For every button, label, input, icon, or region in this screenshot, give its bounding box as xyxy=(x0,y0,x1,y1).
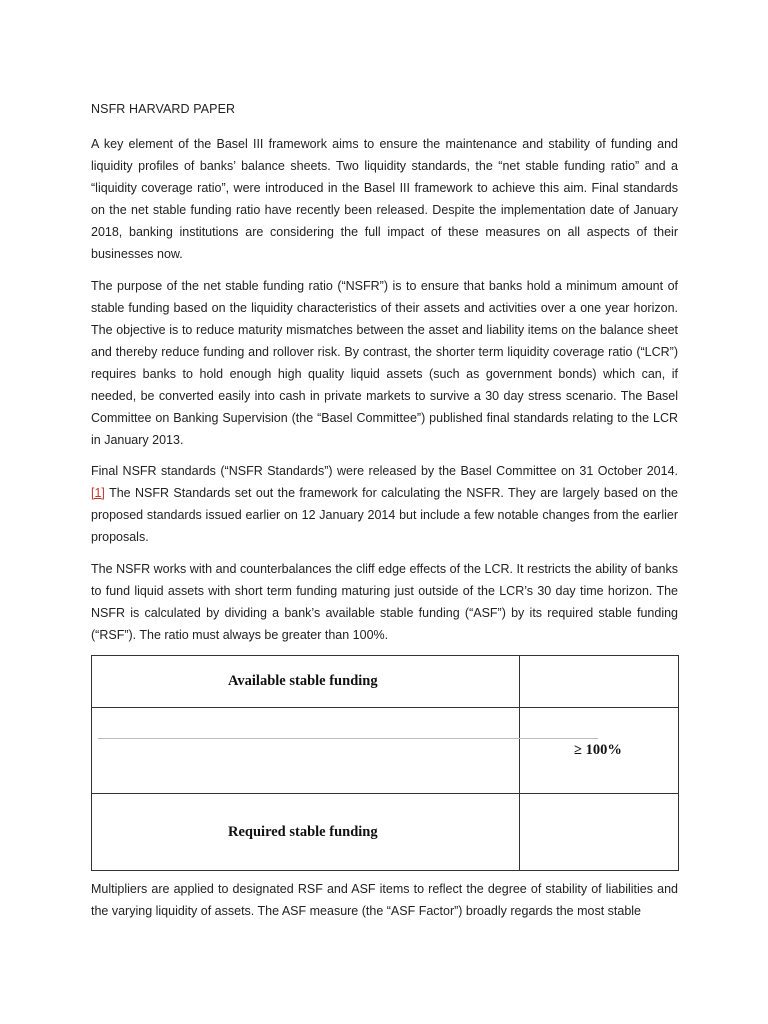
fraction-line xyxy=(98,738,598,739)
paragraph-nsfr-purpose: The purpose of the net stable funding ratio (“NSFR”) is to ensure that banks hold a minimum amount of stable funding based on the liquidity characteristics of their assets and activities over a one year horizon. The objective is to reduce maturity mismatches between the asset and liability items on the balance sheet and thereby reduce funding and rollover risk. By contrast, the shorter term liquidity coverage ratio (“LCR”) requires banks to hold enough high quality liquid assets (such as government bonds) which can, if needed, be converted easily into cash in private markets to survive a 30 day stress scenario. The Basel Committee on Banking Supervision (the “Basel Committee”) published final standards relating to the LCR in January 2013. xyxy=(91,279,678,447)
table-column-divider xyxy=(519,656,520,870)
table-divider xyxy=(92,793,678,794)
formula-denominator: Required stable funding xyxy=(228,824,378,840)
formula-ratio: ≥ 100% xyxy=(574,742,622,758)
formula-numerator: Available stable funding xyxy=(228,673,378,689)
paragraph-nsfr-calculation: The NSFR works with and counterbalances the cliff edge effects of the LCR. It restricts the ability of banks to fund liquid assets with short term funding maturing just outside of the LCR’s 30 day time horizon. The NSFR is calculated by dividing a bank’s available stable funding (“ASF”) by its required stable funding (“RSF”). The ratio must always be greater than 100%. xyxy=(91,562,678,642)
document-title: NSFR HARVARD PAPER xyxy=(91,102,236,116)
paragraph-nsfr-standards xyxy=(91,460,678,548)
paragraph-multipliers: Multipliers are applied to designated RSF and ASF items to reflect the degree of stability of liabilities and the varying liquidity of assets. The ASF measure (the “ASF Factor”) broadly regards the most stable xyxy=(91,882,678,918)
paragraph-text: Final NSFR standards (“NSFR Standards”) were released by the Basel Committee on 31 October 2014. xyxy=(91,464,678,478)
nsfr-formula-table xyxy=(91,655,679,871)
footnote-link[interactable]: [1] xyxy=(91,486,105,500)
table-divider xyxy=(92,707,678,708)
paragraph-text: The NSFR Standards set out the framework for calculating the NSFR. They are largely based on the proposed standards issued earlier on 12 January 2014 but include a few notable changes from the earlier proposals. xyxy=(91,486,678,544)
paragraph-intro: A key element of the Basel III framework aims to ensure the maintenance and stability of funding and liquidity profiles of banks’ balance sheets. Two liquidity standards, the “net stable funding ratio” and a “liquidity coverage ratio”, were introduced in the Basel III framework to achieve this aim. Final standards on the net stable funding ratio have recently been released. Despite the implementation date of January 2018, banking institutions are considering the full impact of these measures on all aspects of their businesses now. xyxy=(91,137,678,261)
